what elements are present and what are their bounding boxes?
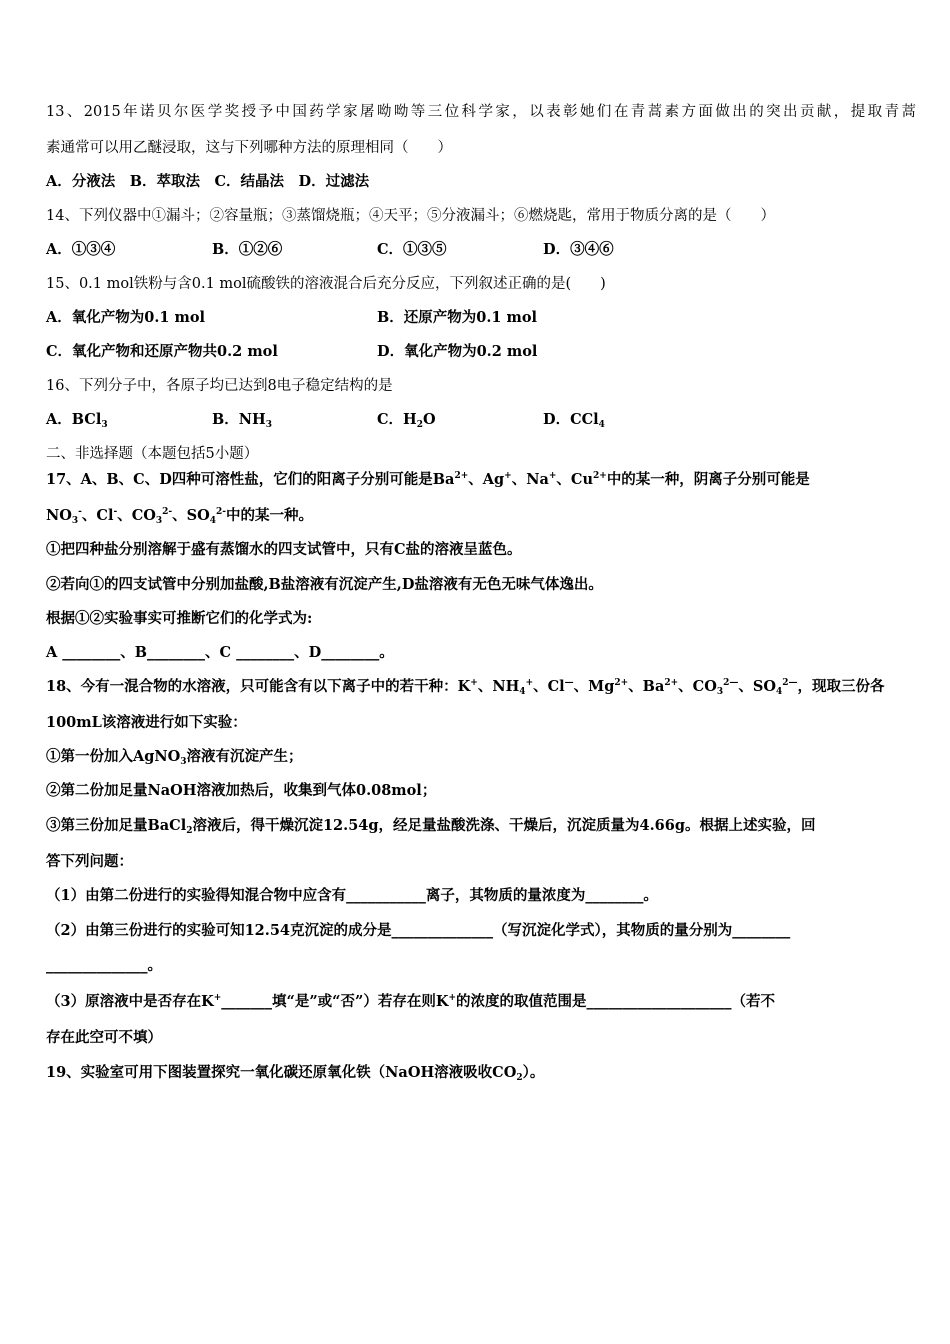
q17-line1: 17、A、B、C、D四种可溶性盐，它们的阳离子分别可能是$Ba^{2+}$、Ag+、Na+、$Cu^{2+}$中的某一种，阴离子分别可能是 bbox=[46, 471, 810, 488]
q13-line1: 13、2015年诺贝尔医学奖授予中国药学家屠呦呦等三位科学家，以表彰她们在青蒿素方面做出的突出贡献，提取青蒿 bbox=[46, 104, 916, 120]
q14-options bbox=[46, 239, 916, 261]
q18-step3-line2: 答下列问题： bbox=[46, 853, 133, 870]
q18-sub1: （1）由第二份进行的实验得知混合物中应含有___________离子，其物质的量浓度为________。 bbox=[46, 887, 658, 904]
q16-option-a: A．BCl$_3$ bbox=[46, 411, 108, 430]
q18-step1: ①第一份加入AgNO$_3$溶液有沉淀产生； bbox=[46, 748, 303, 767]
q17-answer-blanks: A ________、B________、C ________、D________。 bbox=[46, 644, 394, 661]
q17-step1: ①把四种盐分别溶解于盛有蒸馏水的四支试管中，只有C盐的溶液呈蓝色。 bbox=[46, 541, 522, 558]
q18-line2: 100mL该溶液进行如下实验： bbox=[46, 714, 247, 731]
q17-step2: ②若向①的四支试管中分别加盐酸,B盐溶液有沉淀产生,D盐溶液有无色无味气体逸出。 bbox=[46, 576, 603, 593]
section-2-heading: 二、非选择题（本题包括5小题） bbox=[46, 446, 259, 462]
q18-sub3-line1: （3）原溶液中是否存在K+_______填“是”或“否”）若存在则K+的浓度的取值范围是____________________（若不 bbox=[46, 993, 776, 1010]
q19-stem: 19、实验室可用下图装置探究一氧化碳还原氧化铁（NaOH溶液吸收$CO_2$）。 bbox=[46, 1064, 545, 1083]
q17-infer: 根据①②实验事实可推断它们的化学式为: bbox=[46, 610, 313, 627]
q15-options-row2 bbox=[46, 341, 916, 363]
q16-option-c: C．$H_2O$ bbox=[377, 411, 436, 430]
q15-option-b: B．还原产物为0.1 mol bbox=[377, 309, 538, 326]
q18-sub2-line2: ______________。 bbox=[46, 957, 162, 974]
q18-sub3-line2: 存在此空可不填） bbox=[46, 1029, 162, 1046]
q15-stem: 15、0.1 mol铁粉与含0.1 mol硫酸铁的溶液混合后充分反应，下列叙述正确的是( ) bbox=[46, 276, 606, 292]
q15-option-c: C．氧化产物和还原产物共0.2 mol bbox=[46, 343, 278, 360]
q13-line2: 素通常可以用乙醚浸取，这与下列哪种方法的原理相同（ ） bbox=[46, 140, 452, 156]
q18-step2: ②第二份加足量NaOH溶液加热后，收集到气体0.08mol； bbox=[46, 782, 437, 799]
q15-option-a: A．氧化产物为0.1 mol bbox=[46, 309, 206, 326]
q14-stem: 14、下列仪器中①漏斗；②容量瓶；③蒸馏烧瓶；④天平；⑤分液漏斗；⑥燃烧匙，常用于物质分离的是（ ） bbox=[46, 208, 775, 224]
q14-option-a: A．①③④ bbox=[46, 241, 116, 258]
q18-line1: 18、今有一混合物的水溶液，只可能含有以下离子中的若干种：K+、$NH_4^+$、Cl—、$Mg^{2+}$、$Ba^{2+}$、$CO_3^{2—}$、$SO_4^{2—}$，现取三份各 bbox=[46, 678, 885, 697]
q15-option-d: D．氧化产物为0.2 mol bbox=[377, 343, 538, 360]
q14-option-b: B．①②⑥ bbox=[212, 241, 283, 258]
q16-option-d: D．CCl$_4$ bbox=[543, 411, 605, 430]
q14-option-c: C．①③⑤ bbox=[377, 241, 447, 258]
q16-stem: 16、下列分子中，各原子均已达到8电子稳定结构的是 bbox=[46, 378, 393, 394]
q17-line2: $NO_3^-$、Cl-、$CO_3^{2-}$、$SO_4^{2-}$中的某一种。 bbox=[46, 507, 314, 526]
q16-option-b: B．$NH_3$ bbox=[212, 411, 272, 430]
q15-options-row1 bbox=[46, 307, 916, 329]
q16-options bbox=[46, 409, 916, 431]
q18-step3: ③第三份加足量BaCl$_2$溶液后，得干燥沉淀12.54g，经足量盐酸洗涤、干燥后，沉淀质量为4.66g。根据上述实验，回 bbox=[46, 817, 816, 836]
q14-option-d: D．③④⑥ bbox=[543, 241, 614, 258]
q13-options: A．分液法 B．萃取法 C．结晶法 D．过滤法 bbox=[46, 173, 370, 190]
q18-sub2-line1: （2）由第三份进行的实验可知12.54克沉淀的成分是______________（写沉淀化学式），其物质的量分别为________ bbox=[46, 922, 791, 939]
